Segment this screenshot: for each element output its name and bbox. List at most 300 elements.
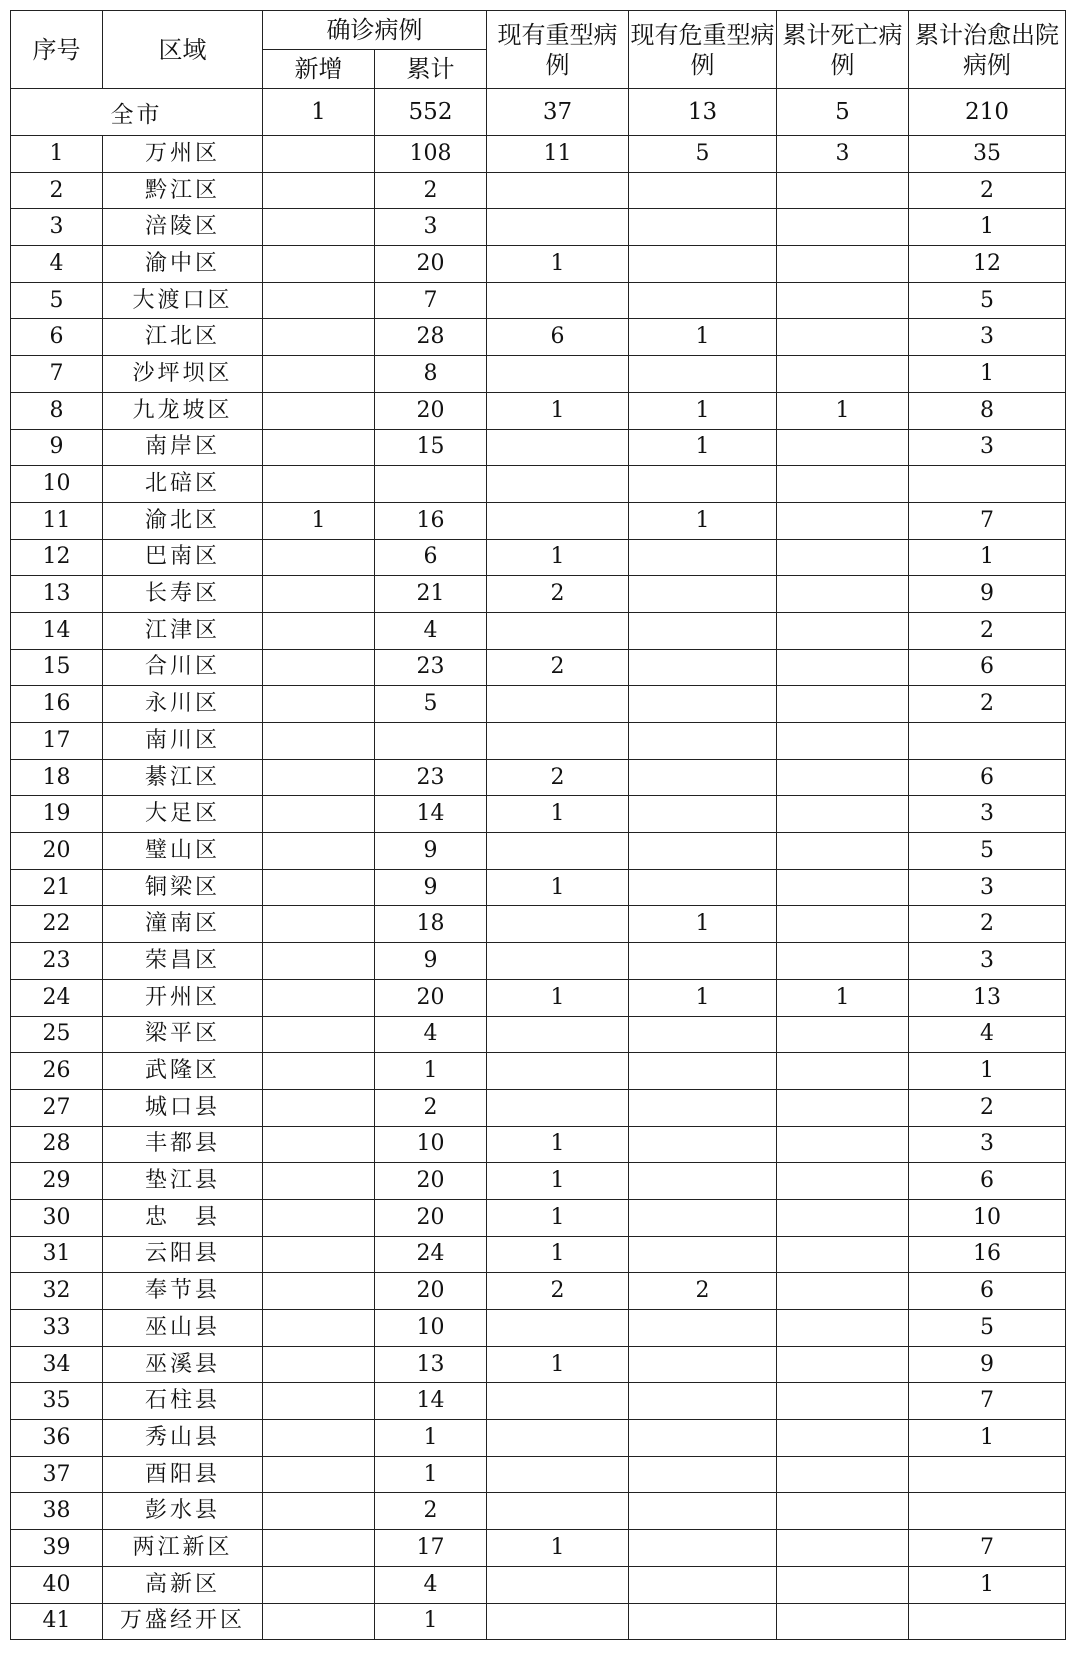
row-index: 31	[11, 1236, 103, 1273]
row-deaths	[777, 466, 909, 503]
table-row	[11, 1383, 1066, 1420]
row-deaths	[777, 1603, 909, 1640]
row-new-confirmed	[263, 356, 375, 393]
row-cured: 35	[909, 136, 1066, 173]
row-critical: 2	[629, 1273, 777, 1310]
row-severe	[487, 429, 629, 466]
row-district-name: 万州区	[103, 136, 263, 173]
row-cured: 3	[909, 1126, 1066, 1163]
table-row	[11, 1199, 1066, 1236]
row-cured: 7	[909, 1530, 1066, 1567]
row-cumulative-confirmed: 2	[375, 1089, 487, 1126]
row-deaths	[777, 759, 909, 796]
table-row	[11, 1346, 1066, 1383]
total-new: 1	[263, 89, 375, 136]
row-critical	[629, 759, 777, 796]
row-index: 16	[11, 686, 103, 723]
row-new-confirmed	[263, 1530, 375, 1567]
row-cumulative-confirmed: 8	[375, 356, 487, 393]
row-deaths	[777, 1346, 909, 1383]
row-new-confirmed	[263, 392, 375, 429]
row-new-confirmed	[263, 1346, 375, 1383]
row-deaths	[777, 429, 909, 466]
row-new-confirmed	[263, 209, 375, 246]
row-deaths: 3	[777, 136, 909, 173]
row-critical	[629, 1199, 777, 1236]
row-deaths	[777, 1273, 909, 1310]
row-cumulative-confirmed: 18	[375, 906, 487, 943]
row-severe	[487, 1383, 629, 1420]
row-severe	[487, 1310, 629, 1347]
row-new-confirmed	[263, 1199, 375, 1236]
row-deaths	[777, 869, 909, 906]
row-district-name: 大足区	[103, 796, 263, 833]
row-district-name: 南岸区	[103, 429, 263, 466]
total-deaths: 5	[777, 89, 909, 136]
row-deaths	[777, 612, 909, 649]
row-cumulative-confirmed: 9	[375, 869, 487, 906]
row-deaths	[777, 906, 909, 943]
row-severe: 2	[487, 576, 629, 613]
row-cumulative-confirmed: 3	[375, 209, 487, 246]
row-critical	[629, 1089, 777, 1126]
row-severe: 2	[487, 649, 629, 686]
table-row	[11, 392, 1066, 429]
row-district-name: 两江新区	[103, 1530, 263, 1567]
row-cured: 1	[909, 209, 1066, 246]
row-critical	[629, 282, 777, 319]
row-index: 5	[11, 282, 103, 319]
row-critical	[629, 869, 777, 906]
row-new-confirmed	[263, 576, 375, 613]
row-district-name: 长寿区	[103, 576, 263, 613]
row-cumulative-confirmed: 1	[375, 1420, 487, 1457]
row-cured: 3	[909, 943, 1066, 980]
row-index: 19	[11, 796, 103, 833]
table-row	[11, 1456, 1066, 1493]
row-district-name: 忠 县	[103, 1199, 263, 1236]
row-cured: 2	[909, 612, 1066, 649]
row-district-name: 梁平区	[103, 1016, 263, 1053]
row-severe: 6	[487, 319, 629, 356]
row-district-name: 涪陵区	[103, 209, 263, 246]
row-severe: 1	[487, 979, 629, 1016]
row-district-name: 九龙坡区	[103, 392, 263, 429]
row-deaths	[777, 1126, 909, 1163]
table-row	[11, 356, 1066, 393]
row-cumulative-confirmed: 2	[375, 172, 487, 209]
row-severe	[487, 723, 629, 760]
row-index: 26	[11, 1053, 103, 1090]
row-severe: 2	[487, 1273, 629, 1310]
row-deaths	[777, 1310, 909, 1347]
row-deaths	[777, 502, 909, 539]
row-critical	[629, 172, 777, 209]
row-index: 12	[11, 539, 103, 576]
row-cured: 3	[909, 796, 1066, 833]
row-index: 33	[11, 1310, 103, 1347]
row-severe	[487, 1089, 629, 1126]
row-new-confirmed	[263, 539, 375, 576]
table-row	[11, 502, 1066, 539]
row-cumulative-confirmed: 2	[375, 1493, 487, 1530]
row-cumulative-confirmed: 20	[375, 392, 487, 429]
row-deaths	[777, 356, 909, 393]
row-new-confirmed	[263, 1016, 375, 1053]
row-district-name: 江津区	[103, 612, 263, 649]
row-index: 8	[11, 392, 103, 429]
row-critical	[629, 209, 777, 246]
row-critical	[629, 943, 777, 980]
row-critical: 5	[629, 136, 777, 173]
table-row	[11, 649, 1066, 686]
row-critical	[629, 1456, 777, 1493]
row-cured: 7	[909, 1383, 1066, 1420]
row-new-confirmed	[263, 1163, 375, 1200]
row-index: 36	[11, 1420, 103, 1457]
row-index: 27	[11, 1089, 103, 1126]
table-row	[11, 1530, 1066, 1567]
row-new-confirmed	[263, 686, 375, 723]
row-cumulative-confirmed: 4	[375, 1016, 487, 1053]
row-severe	[487, 1566, 629, 1603]
row-critical	[629, 723, 777, 760]
row-deaths	[777, 1456, 909, 1493]
row-index: 18	[11, 759, 103, 796]
row-cured	[909, 466, 1066, 503]
row-critical	[629, 1383, 777, 1420]
row-deaths	[777, 943, 909, 980]
table-row	[11, 466, 1066, 503]
row-index: 7	[11, 356, 103, 393]
row-new-confirmed	[263, 1310, 375, 1347]
row-new-confirmed	[263, 723, 375, 760]
row-severe: 1	[487, 1346, 629, 1383]
row-cured	[909, 1493, 1066, 1530]
row-cumulative-confirmed: 23	[375, 649, 487, 686]
row-index: 37	[11, 1456, 103, 1493]
row-district-name: 秀山县	[103, 1420, 263, 1457]
table-row	[11, 796, 1066, 833]
row-index: 35	[11, 1383, 103, 1420]
row-district-name: 荣昌区	[103, 943, 263, 980]
row-cumulative-confirmed: 9	[375, 833, 487, 870]
row-new-confirmed	[263, 612, 375, 649]
row-district-name: 潼南区	[103, 906, 263, 943]
row-critical	[629, 1236, 777, 1273]
row-index: 32	[11, 1273, 103, 1310]
row-index: 10	[11, 466, 103, 503]
row-index: 4	[11, 246, 103, 283]
table-row	[11, 319, 1066, 356]
row-cumulative-confirmed: 6	[375, 539, 487, 576]
row-critical	[629, 1346, 777, 1383]
row-critical: 1	[629, 429, 777, 466]
row-district-name: 酉阳县	[103, 1456, 263, 1493]
table-row	[11, 833, 1066, 870]
row-deaths	[777, 1566, 909, 1603]
row-critical	[629, 1053, 777, 1090]
row-index: 24	[11, 979, 103, 1016]
row-cumulative-confirmed: 7	[375, 282, 487, 319]
total-label: 全市	[11, 89, 263, 136]
row-deaths	[777, 1199, 909, 1236]
table-row	[11, 1420, 1066, 1457]
row-cured: 1	[909, 539, 1066, 576]
row-district-name: 彭水县	[103, 1493, 263, 1530]
row-severe	[487, 943, 629, 980]
row-new-confirmed	[263, 1493, 375, 1530]
header-confirmed: 确诊病例	[263, 11, 487, 50]
row-district-name: 石柱县	[103, 1383, 263, 1420]
row-district-name: 开州区	[103, 979, 263, 1016]
row-critical	[629, 1310, 777, 1347]
row-cumulative-confirmed	[375, 466, 487, 503]
row-critical	[629, 686, 777, 723]
total-cured: 210	[909, 89, 1066, 136]
row-deaths	[777, 172, 909, 209]
row-district-name: 巫山县	[103, 1310, 263, 1347]
row-cumulative-confirmed: 24	[375, 1236, 487, 1273]
row-severe	[487, 1016, 629, 1053]
row-district-name: 合川区	[103, 649, 263, 686]
row-new-confirmed: 1	[263, 502, 375, 539]
header-row-top	[11, 11, 1066, 50]
row-district-name: 沙坪坝区	[103, 356, 263, 393]
total-cumulative: 552	[375, 89, 487, 136]
row-district-name: 奉节县	[103, 1273, 263, 1310]
table-row	[11, 1310, 1066, 1347]
row-district-name: 丰都县	[103, 1126, 263, 1163]
row-cured: 12	[909, 246, 1066, 283]
row-district-name: 巫溪县	[103, 1346, 263, 1383]
row-new-confirmed	[263, 1273, 375, 1310]
header-confirmed-cumulative: 累计	[375, 50, 487, 89]
row-severe	[487, 1493, 629, 1530]
row-index: 29	[11, 1163, 103, 1200]
row-district-name: 城口县	[103, 1089, 263, 1126]
table-row	[11, 1493, 1066, 1530]
row-cured: 3	[909, 319, 1066, 356]
row-severe: 1	[487, 539, 629, 576]
row-severe: 1	[487, 1163, 629, 1200]
row-index: 39	[11, 1530, 103, 1567]
row-severe	[487, 1456, 629, 1493]
row-index: 3	[11, 209, 103, 246]
row-deaths	[777, 1236, 909, 1273]
row-cured	[909, 1603, 1066, 1640]
row-cumulative-confirmed: 1	[375, 1603, 487, 1640]
row-critical	[629, 466, 777, 503]
row-district-name: 武隆区	[103, 1053, 263, 1090]
row-deaths: 1	[777, 392, 909, 429]
row-index: 28	[11, 1126, 103, 1163]
row-cumulative-confirmed: 28	[375, 319, 487, 356]
row-severe: 1	[487, 1126, 629, 1163]
total-critical: 13	[629, 89, 777, 136]
row-district-name: 大渡口区	[103, 282, 263, 319]
row-severe: 11	[487, 136, 629, 173]
row-cured: 2	[909, 906, 1066, 943]
row-critical	[629, 1566, 777, 1603]
header-index: 序号	[11, 11, 103, 89]
row-critical: 1	[629, 906, 777, 943]
row-new-confirmed	[263, 466, 375, 503]
row-cured: 3	[909, 429, 1066, 466]
table-row	[11, 1603, 1066, 1640]
table-row	[11, 136, 1066, 173]
row-new-confirmed	[263, 833, 375, 870]
row-cumulative-confirmed: 17	[375, 1530, 487, 1567]
row-index: 40	[11, 1566, 103, 1603]
row-critical	[629, 796, 777, 833]
row-critical	[629, 1420, 777, 1457]
row-severe: 1	[487, 1236, 629, 1273]
row-cumulative-confirmed: 10	[375, 1126, 487, 1163]
row-index: 38	[11, 1493, 103, 1530]
row-deaths	[777, 796, 909, 833]
row-new-confirmed	[263, 943, 375, 980]
row-index: 21	[11, 869, 103, 906]
row-critical: 1	[629, 979, 777, 1016]
row-new-confirmed	[263, 759, 375, 796]
row-critical	[629, 1126, 777, 1163]
table-row	[11, 1053, 1066, 1090]
row-cured	[909, 723, 1066, 760]
row-cured: 1	[909, 356, 1066, 393]
row-cured: 5	[909, 1310, 1066, 1347]
table-row	[11, 612, 1066, 649]
row-critical	[629, 1530, 777, 1567]
row-new-confirmed	[263, 869, 375, 906]
row-cured: 1	[909, 1566, 1066, 1603]
table-row	[11, 1016, 1066, 1053]
row-critical	[629, 612, 777, 649]
row-new-confirmed	[263, 1603, 375, 1640]
row-district-name: 南川区	[103, 723, 263, 760]
row-cumulative-confirmed: 20	[375, 979, 487, 1016]
row-cumulative-confirmed: 1	[375, 1456, 487, 1493]
row-district-name: 万盛经开区	[103, 1603, 263, 1640]
row-new-confirmed	[263, 1089, 375, 1126]
row-index: 34	[11, 1346, 103, 1383]
row-severe	[487, 502, 629, 539]
row-deaths	[777, 1053, 909, 1090]
row-new-confirmed	[263, 1566, 375, 1603]
row-critical	[629, 576, 777, 613]
row-cured: 9	[909, 1346, 1066, 1383]
table-row	[11, 1273, 1066, 1310]
row-index: 11	[11, 502, 103, 539]
row-cumulative-confirmed: 108	[375, 136, 487, 173]
row-index: 23	[11, 943, 103, 980]
total-row	[11, 89, 1066, 136]
row-district-name: 黔江区	[103, 172, 263, 209]
row-cumulative-confirmed: 9	[375, 943, 487, 980]
row-severe: 1	[487, 1530, 629, 1567]
row-critical: 1	[629, 319, 777, 356]
row-severe	[487, 686, 629, 723]
row-severe	[487, 356, 629, 393]
row-severe	[487, 833, 629, 870]
row-severe: 1	[487, 796, 629, 833]
header-cured: 累计治愈出院病例	[909, 11, 1066, 89]
table-row	[11, 759, 1066, 796]
row-critical	[629, 1163, 777, 1200]
row-index: 22	[11, 906, 103, 943]
row-district-name: 北碚区	[103, 466, 263, 503]
row-deaths	[777, 649, 909, 686]
row-severe: 1	[487, 246, 629, 283]
row-cured: 9	[909, 576, 1066, 613]
total-severe: 37	[487, 89, 629, 136]
table-row	[11, 906, 1066, 943]
row-deaths	[777, 686, 909, 723]
row-severe	[487, 612, 629, 649]
row-critical: 1	[629, 502, 777, 539]
row-cured: 2	[909, 686, 1066, 723]
table-row	[11, 1163, 1066, 1200]
row-new-confirmed	[263, 172, 375, 209]
row-deaths	[777, 209, 909, 246]
row-cumulative-confirmed: 10	[375, 1310, 487, 1347]
row-cured: 6	[909, 649, 1066, 686]
row-cumulative-confirmed: 5	[375, 686, 487, 723]
table-row	[11, 246, 1066, 283]
row-severe: 1	[487, 392, 629, 429]
table-row	[11, 209, 1066, 246]
header-severe: 现有重型病例	[487, 11, 629, 89]
row-cumulative-confirmed: 15	[375, 429, 487, 466]
header-region: 区域	[103, 11, 263, 89]
row-new-confirmed	[263, 796, 375, 833]
row-deaths	[777, 1089, 909, 1126]
table-row	[11, 429, 1066, 466]
row-district-name: 江北区	[103, 319, 263, 356]
row-new-confirmed	[263, 319, 375, 356]
row-severe	[487, 466, 629, 503]
row-cured: 2	[909, 1089, 1066, 1126]
row-critical	[629, 246, 777, 283]
table-row	[11, 1126, 1066, 1163]
row-district-name: 綦江区	[103, 759, 263, 796]
row-severe	[487, 282, 629, 319]
row-cumulative-confirmed: 4	[375, 612, 487, 649]
table-row	[11, 686, 1066, 723]
row-severe	[487, 209, 629, 246]
row-cured: 5	[909, 282, 1066, 319]
row-cured: 6	[909, 1273, 1066, 1310]
table-row	[11, 539, 1066, 576]
row-cured: 4	[909, 1016, 1066, 1053]
district-case-table	[10, 10, 1066, 1640]
row-critical	[629, 1603, 777, 1640]
row-cumulative-confirmed: 20	[375, 1163, 487, 1200]
row-new-confirmed	[263, 649, 375, 686]
row-index: 25	[11, 1016, 103, 1053]
row-deaths	[777, 576, 909, 613]
row-cured: 13	[909, 979, 1066, 1016]
row-new-confirmed	[263, 979, 375, 1016]
row-district-name: 云阳县	[103, 1236, 263, 1273]
row-index: 30	[11, 1199, 103, 1236]
row-cured: 10	[909, 1199, 1066, 1236]
row-district-name: 高新区	[103, 1566, 263, 1603]
row-cumulative-confirmed: 13	[375, 1346, 487, 1383]
row-cumulative-confirmed	[375, 723, 487, 760]
row-deaths	[777, 319, 909, 356]
row-cured: 8	[909, 392, 1066, 429]
